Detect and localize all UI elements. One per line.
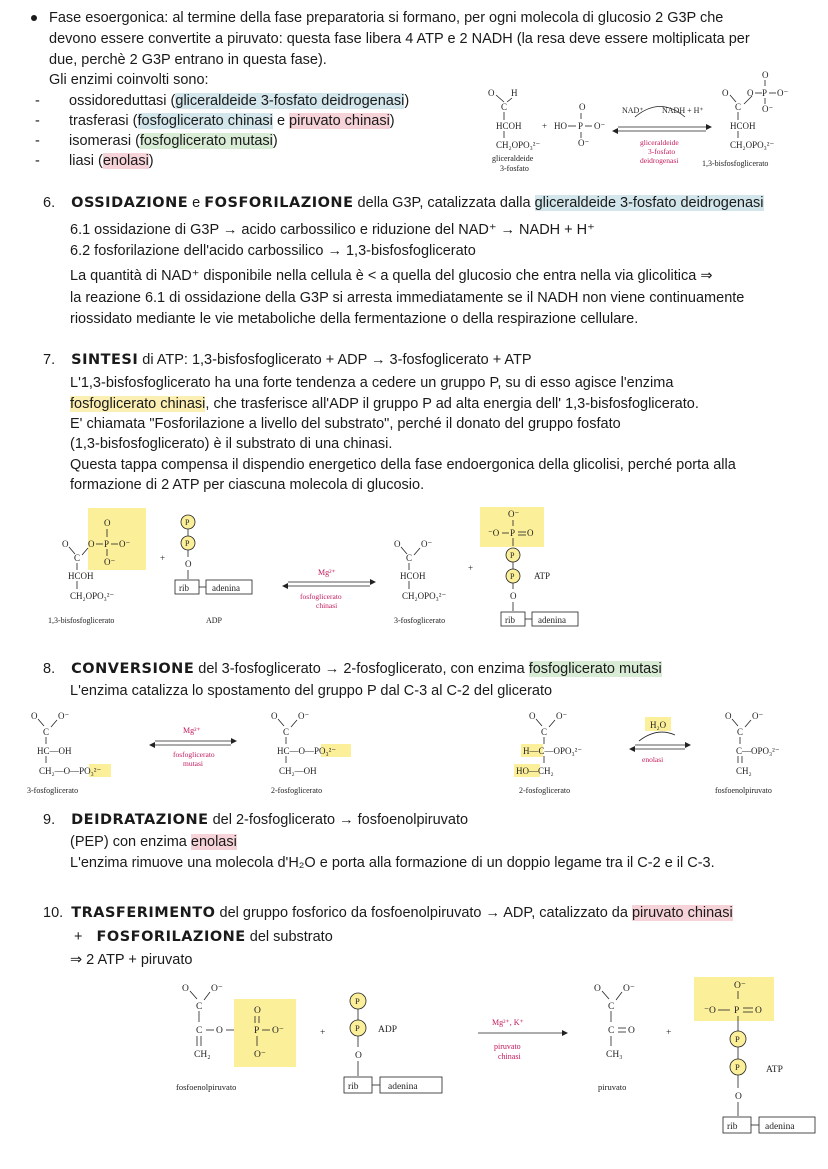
svg-text:O⁻: O⁻ — [762, 104, 774, 114]
svg-text:O⁻: O⁻ — [734, 981, 746, 991]
svg-text:O: O — [510, 591, 517, 601]
svg-text:P: P — [254, 1026, 260, 1036]
svg-text:O: O — [735, 1092, 742, 1102]
svg-text:P: P — [510, 572, 515, 581]
section-number: 9. — [43, 812, 56, 828]
svg-text:C: C — [74, 553, 81, 563]
svg-text:O⁻: O⁻ — [119, 539, 131, 549]
svg-text:C: C — [735, 102, 742, 112]
svg-text:enolasi: enolasi — [642, 755, 664, 764]
section-title: FOSFORILAZIONE — [204, 195, 354, 211]
section-title: TRASFERIMENTO — [71, 905, 216, 921]
s6-line-4: la reazione 6.1 di ossidazione della G3P si arresta immediatamente se il NADH non viene continuamente — [70, 290, 745, 306]
conj: e — [192, 195, 201, 211]
svg-text:O⁻: O⁻ — [578, 138, 590, 148]
section-title-rest: del 3-fosfoglicerato → 2-fosfoglicerato, con enzima — [198, 661, 525, 677]
s7-line-6: formazione di 2 ATP per ciascuna molecola di glucosio. — [70, 477, 425, 493]
enzyme-list-item — [35, 151, 154, 171]
svg-text:adenina: adenina — [538, 615, 566, 625]
paren: ) — [148, 153, 154, 169]
svg-text:O⁻: O⁻ — [254, 1050, 266, 1060]
enzyme-list-item — [35, 91, 410, 111]
s7-line-1: L'1,3-bisfosfoglicerato ha una forte tendenza a cedere un gruppo P, su di esso agisce l'enzima — [70, 375, 674, 391]
section-title: SINTESI — [71, 352, 139, 368]
s10-line-2 — [74, 927, 333, 947]
svg-text:O: O — [529, 711, 536, 721]
enzyme-list-item — [35, 111, 395, 131]
svg-text:P: P — [355, 996, 360, 1006]
svg-text:O⁻: O⁻ — [777, 88, 789, 98]
svg-text:O: O — [527, 528, 534, 538]
svg-text:O: O — [62, 539, 69, 549]
intro-line-4: Gli enzimi coinvolti sono: — [49, 72, 209, 88]
svg-text:O⁻: O⁻ — [508, 509, 520, 519]
svg-text:H—C—OPO₃²⁻: H—C—OPO₃²⁻ — [523, 746, 583, 756]
svg-text:O⁻: O⁻ — [594, 121, 606, 131]
enzyme-highlight: fosfoglicerato chinasi — [137, 113, 273, 129]
section-8-heading — [43, 659, 662, 679]
svg-text:Mg²⁺, K⁺: Mg²⁺, K⁺ — [492, 1018, 524, 1027]
svg-text:chinasi: chinasi — [316, 601, 338, 610]
text: , che trasferisce all'ADP il gruppo P ad alta energia dell' 1,3-bisfosfoglicerato. — [205, 396, 699, 412]
svg-text:CH₂: CH₂ — [736, 766, 752, 776]
svg-text:C: C — [43, 727, 50, 737]
svg-text:O: O — [31, 711, 38, 721]
svg-text:+: + — [468, 563, 474, 573]
svg-text:adenina: adenina — [212, 583, 240, 593]
svg-text:O: O — [722, 88, 729, 98]
svg-text:CH₂: CH₂ — [194, 1050, 211, 1060]
reaction-diagram-g3p — [470, 68, 800, 180]
svg-text:O: O — [488, 88, 495, 98]
svg-text:2-fosfoglicerato: 2-fosfoglicerato — [271, 786, 323, 795]
conj: e — [272, 113, 290, 129]
svg-text:O: O — [254, 1006, 261, 1016]
svg-text:CH₂OPO₃²⁻: CH₂OPO₃²⁻ — [496, 140, 541, 150]
svg-text:2-fosfoglicerato: 2-fosfoglicerato — [519, 786, 571, 795]
svg-text:Mg²⁺: Mg²⁺ — [183, 726, 201, 735]
svg-text:P: P — [355, 1023, 360, 1033]
svg-text:C: C — [608, 1002, 615, 1012]
svg-text:C: C — [501, 102, 508, 112]
svg-text:O: O — [628, 1026, 635, 1036]
svg-text:P: P — [104, 539, 110, 549]
svg-text:HC—O—PO₃²⁻: HC—O—PO₃²⁻ — [277, 746, 337, 756]
svg-text:O: O — [216, 1026, 223, 1036]
svg-text:O: O — [594, 984, 601, 994]
svg-text:fosfoglicerato: fosfoglicerato — [173, 750, 215, 759]
svg-text:C: C — [196, 1002, 203, 1012]
dash: - — [35, 133, 40, 149]
svg-text:NADH + H⁺: NADH + H⁺ — [662, 106, 704, 115]
svg-text:C: C — [196, 1026, 203, 1036]
section-number: 6. — [43, 195, 56, 211]
svg-text:O⁻: O⁻ — [211, 984, 223, 994]
svg-text:C—OPO₃²⁻: C—OPO₃²⁻ — [736, 746, 780, 756]
svg-text:HO: HO — [554, 121, 567, 131]
section-title-rest: della G3P, catalizzata dalla — [357, 195, 531, 211]
enzyme-highlight: enolasi — [102, 153, 149, 169]
svg-text:ADP: ADP — [378, 1025, 398, 1035]
section-title-rest: del gruppo fosforico da fosfoenolpiruvato → ADP, catalizzato da — [219, 905, 628, 921]
svg-text:HCOH: HCOH — [400, 571, 426, 581]
paren: ) — [272, 133, 278, 149]
svg-text:HCOH: HCOH — [496, 121, 522, 131]
svg-text:O: O — [271, 711, 278, 721]
intro-line-2: devono essere convertite a piruvato: questa fase libera 4 ATP e 2 NADH (la resa deve essere moltiplicata per — [49, 31, 750, 47]
svg-text:rib: rib — [727, 1122, 738, 1132]
svg-text:C: C — [406, 553, 413, 563]
svg-text:H: H — [511, 88, 518, 98]
enzyme-highlight: piruvato chinasi — [289, 113, 390, 129]
paren: ) — [404, 93, 410, 109]
svg-text:C: C — [283, 727, 290, 737]
bullet-icon — [31, 15, 37, 21]
svg-text:P: P — [735, 1034, 740, 1044]
enzyme-highlight: fosfoglicerato chinasi — [70, 396, 206, 412]
svg-text:P: P — [578, 121, 584, 131]
enzyme-class: trasferasi ( — [69, 113, 138, 129]
enzyme-class: isomerasi ( — [69, 133, 140, 149]
paren: ) — [389, 113, 395, 129]
s6-line-5: riossidato mediante le vie metaboliche della fermentazione o della respirazione cellulare. — [70, 311, 639, 327]
svg-text:HCOH: HCOH — [730, 121, 756, 131]
section-title: DEIDRATAZIONE — [71, 812, 209, 828]
svg-text:ATP: ATP — [766, 1065, 783, 1075]
svg-text:O⁻: O⁻ — [104, 557, 116, 567]
svg-text:CH₂OPO₃²⁻: CH₂OPO₃²⁻ — [730, 140, 775, 150]
svg-text:P: P — [734, 1006, 740, 1016]
svg-text:CH₂OPO₃²⁻: CH₂OPO₃²⁻ — [70, 591, 115, 601]
svg-text:1,3-bisfosfoglicerato: 1,3-bisfosfoglicerato — [48, 616, 115, 625]
svg-text:fosfoenolpiruvato: fosfoenolpiruvato — [715, 786, 772, 795]
section-number: 7. — [43, 352, 56, 368]
svg-text:ATP: ATP — [534, 571, 551, 581]
svg-text:3-fosfato: 3-fosfato — [648, 147, 676, 156]
svg-text:O: O — [747, 88, 754, 98]
svg-text:adenina: adenina — [765, 1122, 795, 1132]
s6-line-1: 6.1 ossidazione di G3P → acido carbossilico e riduzione del NAD⁺ → NADH + H⁺ — [70, 222, 595, 238]
s10-line-3: ⇒ 2 ATP + piruvato — [70, 952, 193, 968]
svg-text:mutasi: mutasi — [183, 759, 203, 768]
s7-line-5: Questa tappa compensa il dispendio energetico della fase endoergonica della glicolisi, perché porta alla — [70, 457, 736, 473]
svg-text:CH₂OPO₃²⁻: CH₂OPO₃²⁻ — [402, 591, 447, 601]
section-title: CONVERSIONE — [71, 661, 195, 677]
section-title-rest: del 2-fosfoglicerato → fosfoenolpiruvato — [212, 812, 469, 828]
s7-line-2 — [70, 394, 699, 414]
svg-text:3-fosfato: 3-fosfato — [500, 164, 529, 173]
svg-text:rib: rib — [348, 1082, 359, 1092]
svg-text:H₂O: H₂O — [650, 720, 667, 730]
svg-text:P: P — [185, 518, 190, 527]
svg-text:rib: rib — [179, 583, 189, 593]
svg-text:+: + — [160, 553, 166, 563]
svg-text:O: O — [104, 518, 111, 528]
svg-text:fosfoenolpiruvato: fosfoenolpiruvato — [176, 1082, 237, 1092]
svg-text:⁻O: ⁻O — [488, 528, 500, 538]
svg-text:3-fosfoglicerato: 3-fosfoglicerato — [394, 616, 446, 625]
s9-line-2: L'enzima rimuove una molecola d'H₂O e porta alla formazione di un doppio legame tra il C-2 e il C-3. — [70, 855, 715, 871]
enzyme-highlight: enolasi — [190, 834, 237, 850]
svg-text:+: + — [542, 121, 548, 131]
svg-text:fosfoglicerato: fosfoglicerato — [300, 592, 342, 601]
svg-text:O⁻: O⁻ — [58, 711, 70, 721]
s9-line-1 — [70, 832, 237, 852]
section-6-heading — [43, 193, 764, 213]
svg-text:C: C — [541, 727, 548, 737]
svg-text:CH₃: CH₃ — [606, 1050, 623, 1060]
svg-text:gliceraldeide: gliceraldeide — [640, 138, 679, 147]
svg-text:⁻O: ⁻O — [704, 1006, 716, 1016]
svg-text:C: C — [608, 1026, 615, 1036]
svg-text:1,3-bisfosfoglicerato: 1,3-bisfosfoglicerato — [702, 159, 769, 168]
svg-text:O⁻: O⁻ — [298, 711, 310, 721]
svg-text:+: + — [320, 1028, 326, 1038]
enzyme-highlight: gliceraldeide 3-fosfato deidrogenasi — [534, 195, 764, 211]
section-number: 8. — [43, 661, 56, 677]
enzyme-highlight: fosfoglicerato mutasi — [139, 133, 273, 149]
svg-text:O: O — [762, 70, 769, 80]
svg-text:Mg²⁺: Mg²⁺ — [318, 568, 336, 577]
svg-text:P: P — [735, 1062, 740, 1072]
svg-text:piruvato: piruvato — [494, 1042, 521, 1051]
svg-text:O: O — [579, 102, 586, 112]
reaction-diagram-mutase-enolase — [25, 705, 825, 805]
enzyme-highlight: gliceraldeide 3-fosfato deidrogenasi — [175, 93, 405, 109]
enzyme-list-item — [35, 131, 278, 151]
svg-text:piruvato: piruvato — [598, 1082, 627, 1092]
svg-text:O⁻: O⁻ — [272, 1026, 284, 1036]
section-title-rest: del substrato — [249, 929, 333, 945]
plus: + — [74, 929, 83, 945]
svg-text:O: O — [355, 1051, 362, 1061]
dash: - — [35, 113, 40, 129]
svg-text:O: O — [725, 711, 732, 721]
svg-text:O: O — [182, 984, 189, 994]
svg-text:O⁻: O⁻ — [421, 539, 433, 549]
intro-line-3: due, perchè 2 G3P entrano in questa fase). — [49, 52, 327, 68]
svg-text:3-fosfoglicerato: 3-fosfoglicerato — [27, 786, 79, 795]
s7-line-3: E' chiamata "Fosforilazione a livello del substrato", perché il donato del gruppo fosfato — [70, 416, 621, 432]
intro-line-1: Fase esoergonica: al termine della fase preparatoria si formano, per ogni molecola di glucosio 2 G3P che — [49, 10, 724, 26]
svg-text:O⁻: O⁻ — [752, 711, 764, 721]
svg-text:P: P — [510, 528, 516, 538]
s8-line-1: L'enzima catalizza lo spostamento del gruppo P dal C-3 al C-2 del glicerato — [70, 683, 553, 699]
svg-text:O: O — [755, 1006, 762, 1016]
reaction-diagram-pyruvate-kinase — [170, 975, 820, 1140]
svg-text:O⁻: O⁻ — [623, 984, 635, 994]
svg-text:CH₂—OH: CH₂—OH — [279, 766, 317, 776]
section-title: FOSFORILAZIONE — [96, 929, 246, 945]
svg-text:O: O — [88, 539, 95, 549]
svg-text:gliceraldeide: gliceraldeide — [492, 154, 534, 163]
svg-text:HO—CH₂: HO—CH₂ — [516, 766, 554, 776]
svg-text:+: + — [666, 1028, 672, 1038]
svg-text:rib: rib — [505, 615, 515, 625]
section-title: OSSIDAZIONE — [71, 195, 189, 211]
svg-text:P: P — [185, 539, 190, 548]
svg-text:CH₂—O—PO₃²⁻: CH₂—O—PO₃²⁻ — [39, 766, 102, 776]
svg-text:C: C — [737, 727, 744, 737]
svg-text:P: P — [510, 551, 515, 560]
svg-text:chinasi: chinasi — [498, 1052, 521, 1061]
svg-text:P: P — [762, 88, 768, 98]
section-number: 10. — [43, 905, 64, 921]
svg-text:deidrogenasi: deidrogenasi — [640, 156, 679, 165]
svg-text:O⁻: O⁻ — [556, 711, 568, 721]
enzyme-class: liasi ( — [69, 153, 103, 169]
reaction-diagram-pgk — [40, 505, 600, 630]
svg-text:O: O — [185, 559, 192, 569]
section-title-rest: di ATP: 1,3-bisfosfoglicerato + ADP → 3-fosfoglicerato + ATP — [142, 352, 532, 368]
section-9-heading — [43, 810, 468, 830]
enzyme-class: ossidoreduttasi ( — [69, 93, 176, 109]
svg-text:adenina: adenina — [388, 1082, 418, 1092]
s6-line-2: 6.2 fosforilazione dell'acido carbossilico → 1,3-bisfosfoglicerato — [70, 243, 476, 259]
enzyme-highlight: fosfoglicerato mutasi — [528, 661, 662, 677]
s7-line-4: (1,3-bisfosfoglicerato) è il substrato di una chinasi. — [70, 436, 393, 452]
dash: - — [35, 93, 40, 109]
section-7-heading — [43, 350, 532, 370]
s6-line-3: La quantità di NAD⁺ disponibile nella cellula è < a quella del glucosio che entra nella via glicolitica ⇒ — [70, 268, 713, 284]
svg-text:ADP: ADP — [206, 616, 223, 625]
svg-text:NAD⁺: NAD⁺ — [622, 106, 644, 115]
svg-text:O: O — [394, 539, 401, 549]
section-10-heading — [43, 903, 733, 923]
text: (PEP) con enzima — [70, 834, 191, 850]
svg-text:HC—OH: HC—OH — [37, 746, 72, 756]
dash: - — [35, 153, 40, 169]
enzyme-highlight: piruvato chinasi — [631, 905, 733, 921]
svg-text:HCOH: HCOH — [68, 571, 94, 581]
